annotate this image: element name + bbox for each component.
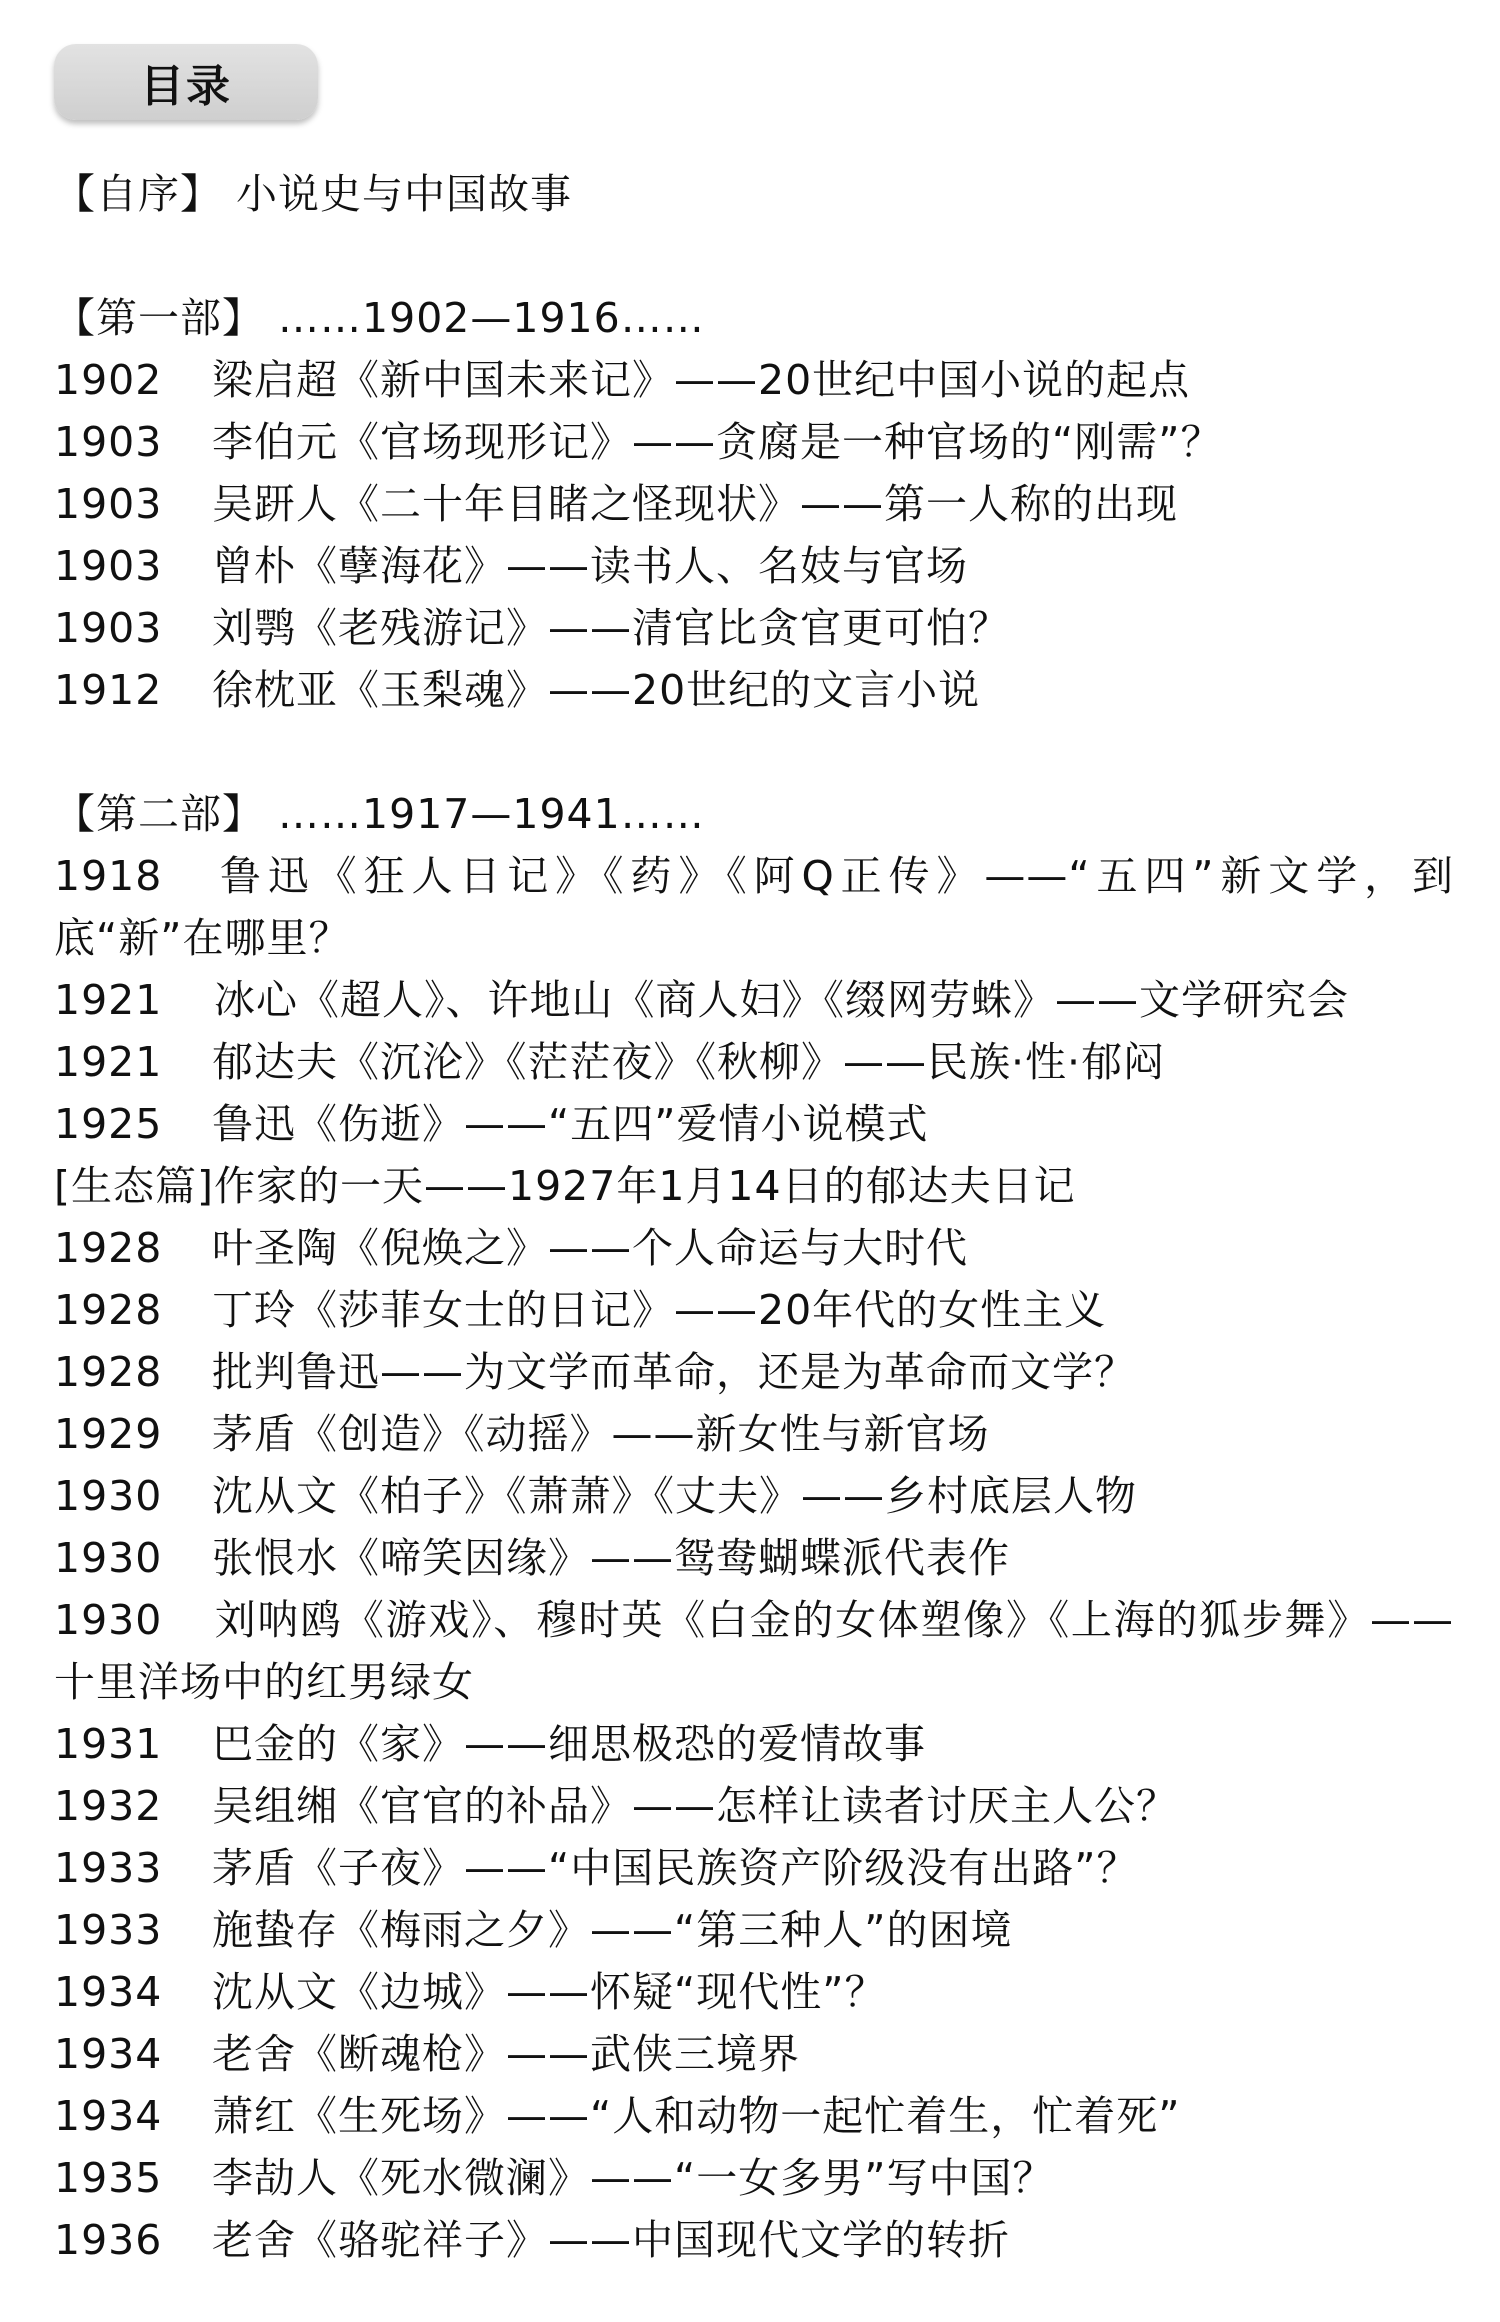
toc-entry[interactable] [54, 969, 1454, 1031]
entry-title: [生态篇]作家的一天——1927年1月14日的郁达夫日记 [54, 1162, 1076, 1210]
toc-entry[interactable] [54, 535, 1454, 597]
entry-year: 1902 [54, 356, 163, 404]
toc-entry[interactable] [54, 1527, 1454, 1589]
entry-title: 刘鹗《老残游记》——清官比贪官更可怕？ [212, 604, 1010, 652]
toc-entry[interactable] [54, 2147, 1454, 2209]
entry-year: 1918 [54, 852, 163, 900]
entry-title: 老舍《断魂枪》——武侠三境界 [212, 2030, 800, 2078]
entry-title: 沈从文《柏子》《萧萧》《丈夫》——乡村底层人物 [212, 1472, 1137, 1520]
entry-year: 1921 [54, 1038, 163, 1086]
entry-year: 1912 [54, 666, 163, 714]
entry-title: 鲁迅《狂人日记》《药》《阿Q正传》——“五四”新文学，到底“新”在哪里？ [54, 852, 1454, 962]
entry-title: 冰心《超人》、许地山《商人妇》《缀网劳蛛》——文学研究会 [214, 976, 1349, 1024]
toc-entry[interactable] [54, 2209, 1454, 2271]
entry-title: 施蛰存《梅雨之夕》——“第三种人”的困境 [212, 1906, 1013, 1954]
entry-year: 1903 [54, 604, 163, 652]
entry-year: 1930 [54, 1472, 163, 1520]
entry-year: 1928 [54, 1348, 163, 1396]
toc-entry[interactable] [54, 845, 1454, 969]
part-2-heading: 【第二部】 ……1917—1941…… [54, 790, 705, 838]
toc-entry[interactable] [54, 1031, 1454, 1093]
entry-title: 张恨水《啼笑因缘》——鸳鸯蝴蝶派代表作 [212, 1534, 1010, 1582]
spacer [54, 225, 1454, 287]
toc-entry[interactable] [54, 1403, 1454, 1465]
entry-title: 茅盾《创造》《动摇》——新女性与新官场 [212, 1410, 990, 1458]
entry-title: 巴金的《家》——细思极恐的爱情故事 [212, 1720, 926, 1768]
toc-entry[interactable] [54, 597, 1454, 659]
entry-year: 1930 [54, 1534, 163, 1582]
toc-entry[interactable] [54, 1093, 1454, 1155]
toc-entry[interactable] [54, 349, 1454, 411]
entry-year: 1932 [54, 1782, 163, 1830]
entry-title: 刘呐鸥《游戏》、穆时英《白金的女体塑像》《上海的狐步舞》——十里洋场中的红男绿女 [54, 1596, 1454, 1706]
entry-title: 茅盾《子夜》——“中国民族资产阶级没有出路”？ [212, 1844, 1139, 1892]
entry-year: 1933 [54, 1906, 163, 1954]
entry-title: 丁玲《莎菲女士的日记》——20年代的女性主义 [212, 1286, 1107, 1334]
toc-entry[interactable] [54, 411, 1454, 473]
entry-year: 1921 [54, 976, 163, 1024]
toc-entry[interactable] [54, 473, 1454, 535]
entry-title: 吴趼人《二十年目睹之怪现状》——第一人称的出现 [212, 480, 1178, 528]
entry-title: 吴组缃《官官的补品》——怎样让读者讨厌主人公？ [212, 1782, 1178, 1830]
entry-title: 萧红《生死场》——“人和动物一起忙着生，忙着死” [212, 2092, 1181, 2140]
entry-year: 1936 [54, 2216, 163, 2264]
spacer [54, 721, 1454, 783]
entry-year: 1929 [54, 1410, 163, 1458]
entry-title: 徐枕亚《玉梨魂》——20世纪的文言小说 [212, 666, 981, 714]
entry-year: 1903 [54, 418, 163, 466]
toc-entry[interactable] [54, 2085, 1454, 2147]
toc-entry[interactable] [54, 1341, 1454, 1403]
toc-entry[interactable] [54, 1465, 1454, 1527]
entry-year: 1903 [54, 480, 163, 528]
entry-title: 李伯元《官场现形记》——贪腐是一种官场的“刚需”？ [212, 418, 1223, 466]
toc-entry[interactable] [54, 1961, 1454, 2023]
entry-year: 1935 [54, 2154, 163, 2202]
toc-entry[interactable] [54, 1713, 1454, 1775]
toc-entry[interactable] [54, 1837, 1454, 1899]
toc-entry[interactable] [54, 2023, 1454, 2085]
entry-year: 1930 [54, 1596, 163, 1644]
entry-title: 李劼人《死水微澜》——“一女多男”写中国？ [212, 2154, 1055, 2202]
part-1-list [54, 349, 1454, 721]
toc-entry[interactable] [54, 1279, 1454, 1341]
entry-year: 1934 [54, 1968, 163, 2016]
entry-title: 曾朴《孽海花》——读书人、名妓与官场 [212, 542, 968, 590]
entry-title: 郁达夫《沉沦》《茫茫夜》《秋柳》——民族·性·郁闷 [212, 1038, 1166, 1086]
toc-content [54, 163, 1454, 2271]
toc-entry[interactable] [54, 1155, 1454, 1217]
part-2-list [54, 845, 1454, 2271]
entry-title: 叶圣陶《倪焕之》——个人命运与大时代 [212, 1224, 968, 1272]
part-1-heading: 【第一部】 ……1902—1916…… [54, 294, 705, 342]
toc-entry[interactable] [54, 1217, 1454, 1279]
toc-entry[interactable] [54, 1899, 1454, 1961]
entry-year: 1934 [54, 2092, 163, 2140]
entry-year: 1931 [54, 1720, 163, 1768]
entry-year: 1928 [54, 1286, 163, 1334]
entry-title: 老舍《骆驼祥子》——中国现代文学的转折 [212, 2216, 1010, 2264]
toc-entry[interactable] [54, 1589, 1454, 1713]
toc-button[interactable]: 目录 [54, 44, 318, 120]
entry-year: 1928 [54, 1224, 163, 1272]
entry-title: 梁启超《新中国未来记》——20世纪中国小说的起点 [212, 356, 1191, 404]
toc-entry[interactable] [54, 659, 1454, 721]
toc-entry[interactable] [54, 1775, 1454, 1837]
entry-year: 1925 [54, 1100, 163, 1148]
entry-year: 1903 [54, 542, 163, 590]
preface-entry[interactable]: 【自序】 小说史与中国故事 [54, 170, 573, 218]
entry-title: 批判鲁迅——为文学而革命，还是为革命而文学？ [212, 1348, 1136, 1396]
entry-year: 1933 [54, 1844, 163, 1892]
entry-title: 沈从文《边城》——怀疑“现代性”？ [212, 1968, 887, 2016]
entry-title: 鲁迅《伤逝》——“五四”爱情小说模式 [212, 1100, 929, 1148]
entry-year: 1934 [54, 2030, 163, 2078]
